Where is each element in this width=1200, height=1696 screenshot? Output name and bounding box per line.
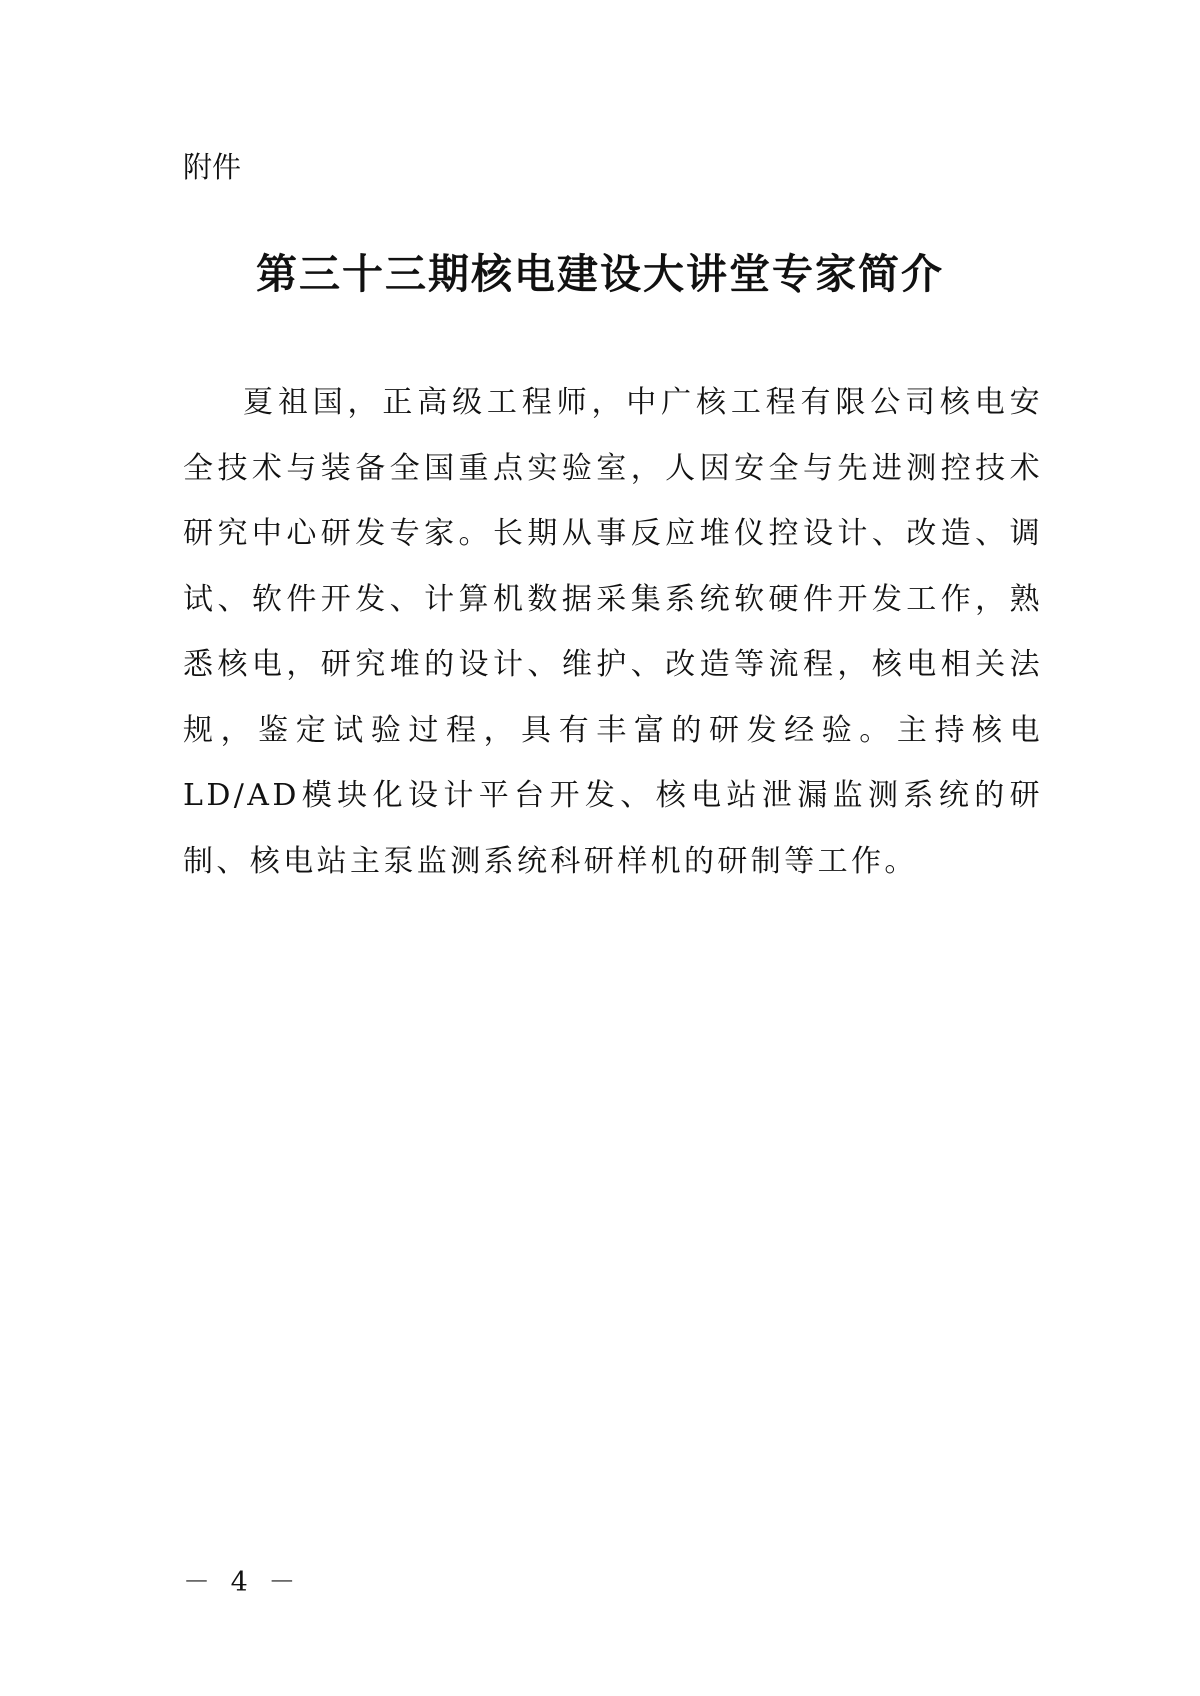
attachment-label: 附件: [183, 150, 242, 184]
document-title: 第三十三期核电建设大讲堂专家简介: [256, 250, 944, 298]
expert-profile-paragraph: 夏祖国，正高级工程师，中广核工程有限公司核电安全技术与装备全国重点实验室，人因安全与先进测控技术研究中心研发专家。长期从事反应堆仪控设计、改造、调试、软件开发、计算机数据采集系统软硬件开发工作，熟悉核电，研究堆的设计、维护、改造等流程，核电相关法规，鉴定试验过程，具有丰富的研发经验。主持核电LD/AD模块化设计平台开发、核电站泄漏监测系统的研制、核电站主泵监测系统科研样机的研制等工作。: [183, 385, 1043, 879]
page-number: － 4 －: [183, 1567, 302, 1598]
